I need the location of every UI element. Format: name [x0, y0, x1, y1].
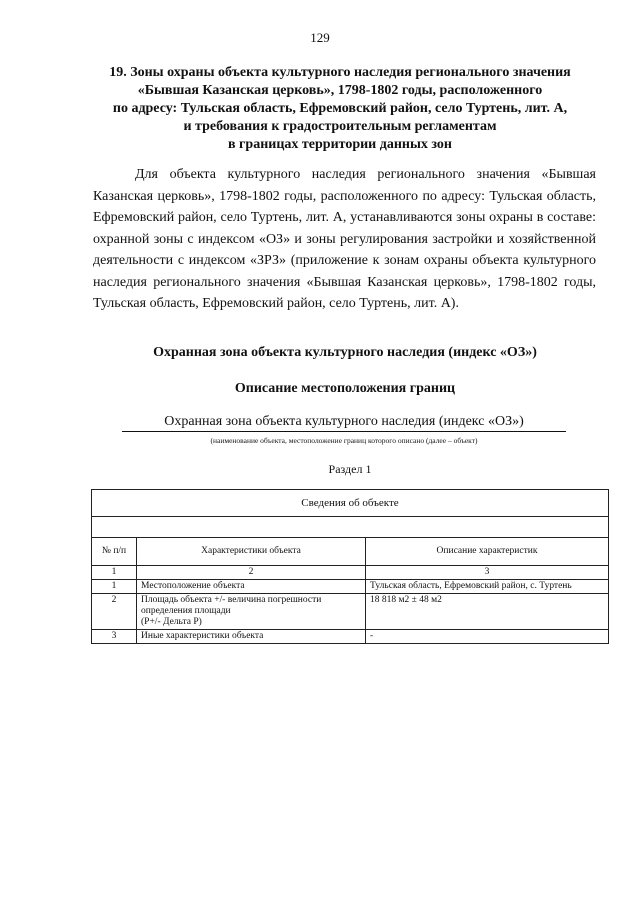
- zone-heading: Охранная зона объекта культурного наследия (индекс «ОЗ»): [153, 345, 537, 360]
- object-name-caption: (наименование объекта, местоположение границ которого описано (далее – объект): [210, 436, 478, 445]
- row-num: 1: [92, 580, 137, 594]
- row-description: 18 818 м2 ± 48 м2: [366, 594, 609, 630]
- row-description: Тульская область, Ефремовский район, с. Туртень: [366, 580, 609, 594]
- table-index-row: [92, 566, 609, 580]
- table-row: [92, 630, 609, 644]
- section-label: Раздел 1: [328, 462, 372, 476]
- object-name-field: Охранная зона объекта культурного наследия (индекс «ОЗ»): [122, 414, 566, 432]
- page-number: 129: [310, 30, 330, 45]
- section-heading: [70, 64, 610, 154]
- table-header-row: [92, 538, 609, 566]
- row-characteristic-line: Площадь объекта +/- величина погрешности: [141, 595, 322, 605]
- section-heading-line: и требования к градостроительным регламентам: [183, 119, 497, 134]
- row-characteristic-line: (Р+/- Дельта Р): [141, 617, 202, 627]
- row-characteristic-line: определения площади: [141, 606, 231, 616]
- object-info-table: [91, 489, 609, 644]
- row-characteristic: Иные характеристики объекта: [137, 630, 366, 644]
- header-description: Описание характеристик: [366, 538, 609, 566]
- body-paragraph: Для объекта культурного наследия регионального значения «Бывшая Казанская церковь», 1798-1802 годы, расположенного по адресу: Тульская область, Ефремовский район, село Туртень, лит. А, устанавливаются зоны охраны в составе: охранной зоны с индексом «ОЗ» и зоны регулирования застройки и хозяйственной деятельности с индексом «ЗРЗ» (приложение к зонам охраны объекта культурного наследия регионального значения «Бывшая Казанская церковь», 1798-1802 годы, Тульская область, Ефремовский район, село Туртень, лит. А).: [93, 167, 596, 311]
- index-cell: 2: [137, 566, 366, 580]
- row-characteristic: Местоположение объекта: [137, 580, 366, 594]
- section-heading-line: в границах территории данных зон: [228, 137, 452, 152]
- row-num: 2: [92, 594, 137, 630]
- index-cell: 1: [92, 566, 137, 580]
- boundary-description-heading: Описание местоположения границ: [234, 381, 456, 396]
- section-heading-line: 19. Зоны охраны объекта культурного наследия регионального значения: [109, 65, 571, 80]
- header-num: № п/п: [92, 538, 137, 566]
- table-title: Сведения об объекте: [92, 490, 609, 517]
- index-cell: 3: [366, 566, 609, 580]
- section-heading-line: по адресу: Тульская область, Ефремовский район, село Туртень, лит. А,: [112, 101, 568, 116]
- table-row: [92, 580, 609, 594]
- row-description: -: [366, 630, 609, 644]
- row-characteristic: [137, 594, 366, 630]
- table-empty-row: [92, 517, 609, 538]
- section-heading-line: «Бывшая Казанская церковь», 1798-1802 годы, расположенного: [137, 83, 543, 98]
- header-characteristic: Характеристики объекта: [137, 538, 366, 566]
- table-row: [92, 594, 609, 630]
- row-num: 3: [92, 630, 137, 644]
